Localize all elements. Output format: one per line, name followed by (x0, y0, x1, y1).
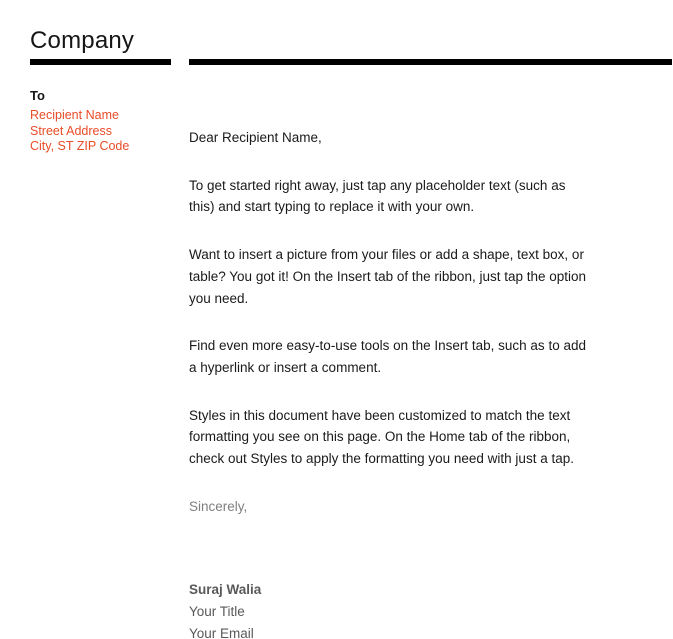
signature-name-placeholder[interactable]: Suraj Walia (189, 582, 262, 598)
letter-paragraph-placeholder[interactable] (189, 244, 649, 309)
address-line-placeholder[interactable]: Recipient Name (30, 108, 119, 122)
letter-paragraph-placeholder[interactable] (189, 175, 649, 218)
recipient-address-block[interactable] (30, 108, 171, 155)
salutation-placeholder[interactable]: Dear Recipient Name, (189, 130, 322, 145)
text-line: check out Styles to apply the formatting you need with just a tap. (189, 451, 574, 467)
text-line: formatting you see on this page. On the Home tab of the ribbon, (189, 429, 571, 445)
text-line: you need. (189, 290, 249, 306)
sidebar-divider-rule (30, 59, 171, 65)
letter-body (189, 127, 649, 639)
signature-email-placeholder[interactable]: Your Email (189, 625, 254, 639)
company-name-placeholder[interactable]: Company (30, 27, 135, 54)
text-line: this) and start typing to replace it with your own. (189, 199, 475, 215)
address-line-placeholder[interactable]: Street Address (30, 123, 112, 138)
text-line: Styles in this document have been customized to match the text (189, 407, 571, 423)
address-line-placeholder[interactable]: City, ST ZIP Code (30, 139, 130, 154)
letterhead-sidebar (30, 27, 171, 155)
header-divider-rule (189, 59, 672, 65)
text-line: To get started right away, just tap any placeholder text (such as (189, 177, 566, 193)
letter-paragraph-placeholder[interactable] (189, 335, 649, 378)
closing-placeholder[interactable]: Sincerely, (189, 498, 248, 514)
signature-title-placeholder[interactable]: Your Title (189, 604, 245, 620)
text-line: Want to insert a picture from your files or add a shape, text box, or (189, 247, 584, 263)
text-line: table? You got it! On the Insert tab of the ribbon, just tap the option (189, 268, 587, 284)
signature-block (189, 579, 649, 639)
text-line: a hyperlink or insert a comment. (189, 359, 382, 375)
letter-paragraph-placeholder[interactable] (189, 405, 649, 470)
letter-paragraphs (189, 175, 649, 470)
text-line: Find even more easy-to-use tools on the Insert tab, such as to add (189, 338, 586, 354)
to-label: To (30, 88, 45, 103)
letter-main-column (189, 59, 672, 639)
